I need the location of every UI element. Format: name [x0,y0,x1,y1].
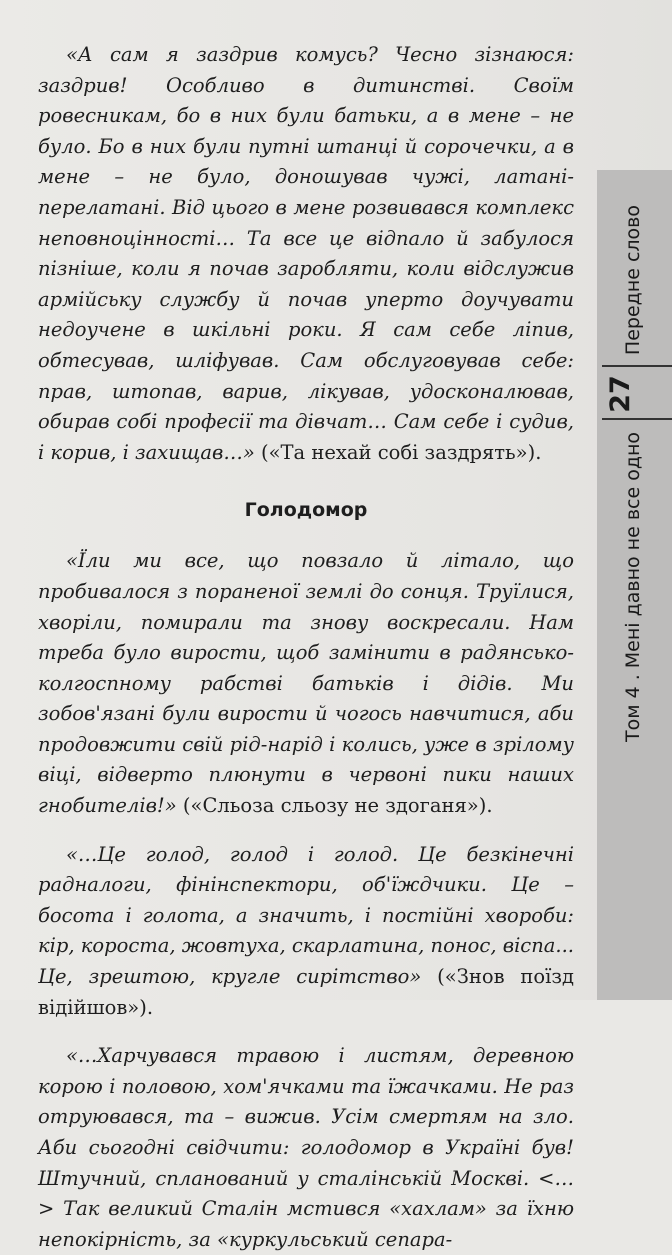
quote-grass: «…Харчувався травою і листям, деревною корою і половою, хом'ячками та їжачками. Не раз отруювався, та – вижив. Усім смертям на зло. Аби сьогодні свідчити: голодомор в Україні був! Штучний, спланований у сталінській Москві. <…> Так великий Сталін мстився «хахлам» за їхню непокірність, за «куркульський сепара- [38,1044,574,1251]
quote-hunger: «…Це голод, голод і голод. Це безкінечні радналоги, фінінспектори, об'їждчики. Це – босота і голота, а значить, і постійні хвороби: кір, короста, жовтуха, скарлатина, понос, віспа... Це, зрештою, кругле сирітство» [38,842,575,989]
source-ate: («Сльоза сльозу не здоганя»). [182,794,493,818]
quote-ate: «Їли ми все, що повзало й літало, що пробивалося з пораненої землі до сонця. Труїлися, хворіли, помирали та знову воскресали. Нам треба було вирости, щоб замінити в радянсько-колгоспному рабстві батьків і дідів. Ми зобов'язані були вирости й чогось навчитися, аби продовжити свій рід-нарід і колись, уже в зрілому віці, відверто плюнути в червоні пики наших гнобителів!» [38,549,574,818]
paragraph-ate [38,546,574,821]
running-head-volume: Том 4 . Мені давно не все одно [622,432,644,743]
page-number: 27 [605,375,636,413]
quote-envy: «А сам я заздрив комусь? Чесно зізнаюся: заздрив! Особливо в дитинстві. Своїм ровесникам, бо в них були батьки, а в мене – не було. Бо в них були путні штанці й сорочечки, а в мене – не було, доношував чужі, латані-перелатані. Від цього в мене розвивався комплекс неповноцінності… Та все це відпало й забулося пізніше, коли я почав заробляти, коли відслужив армійську службу й почав уперто доучувати недоучене в шкільні роки. Я сам себе ліпив, обтесував, шліфував. Сам обслуговував себе: прав, штопав, варив, лікував, удосконалював, обирав собі професії та дівчат… Сам себе і судив, і корив, і захищав…» [38,43,574,464]
source-hunger: («Знов поїзд відійшов»). [38,965,575,1019]
tab-divider-bottom [602,418,672,420]
source-envy: («Та нехай собі заздрять»). [261,440,542,464]
tab-divider-top [602,365,672,367]
running-head-section: Передне слово [622,205,644,356]
text-column [38,40,574,1255]
paragraph-hunger [38,840,574,1024]
paragraph-grass [38,1041,574,1255]
paragraph-envy [38,40,574,468]
section-heading: Голодомор [244,499,368,522]
